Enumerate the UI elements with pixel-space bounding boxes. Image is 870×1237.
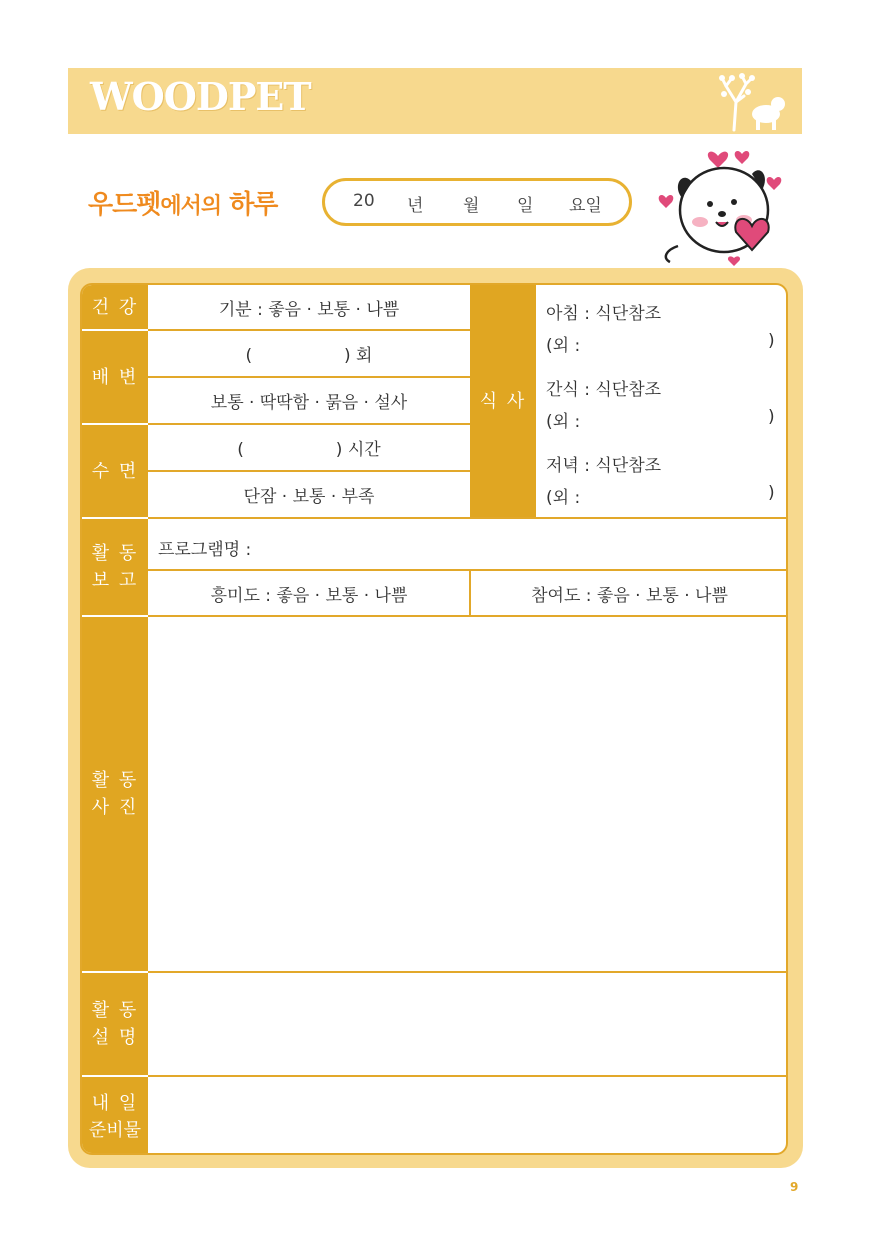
date-box bbox=[322, 178, 632, 226]
meal-breakfast[interactable]: 아침 : 식단참조 bbox=[546, 304, 662, 324]
meal-snack-extra[interactable]: (외 : bbox=[546, 412, 581, 432]
label-tomorrow-line2: 준비물 bbox=[88, 1120, 142, 1141]
label-activity-report-line1: 활 동 bbox=[91, 543, 139, 564]
page-title bbox=[88, 184, 277, 221]
label-sleep: 수 면 bbox=[82, 425, 148, 517]
meal-dinner-extra[interactable]: (외 : bbox=[546, 488, 581, 508]
activity-description-area[interactable] bbox=[148, 973, 788, 1077]
label-activity-report-line2: 보 고 bbox=[91, 570, 139, 591]
date-month: 월 bbox=[463, 196, 480, 216]
title-mid: 에서의 bbox=[160, 194, 222, 219]
label-tomorrow-line1: 내 일 bbox=[91, 1093, 139, 1114]
label-activity-desc bbox=[82, 973, 148, 1075]
page-number: 9 bbox=[790, 1180, 799, 1194]
sleep-hours[interactable]: ( ) 시간 bbox=[148, 425, 470, 472]
label-activity-desc-line1: 활 동 bbox=[91, 1000, 139, 1021]
participation-level[interactable]: 참여도 : 좋음 · 보통 · 나쁨 bbox=[471, 571, 788, 617]
bowel-count[interactable]: ( ) 회 bbox=[148, 331, 470, 378]
title-main: 우드펫 bbox=[88, 190, 161, 220]
bowel-state[interactable]: 보통 · 딱딱함 · 묽음 · 설사 bbox=[148, 378, 470, 425]
label-activity-report bbox=[82, 519, 148, 615]
daily-report-form bbox=[80, 283, 788, 1155]
brand-logo: WOODPET bbox=[90, 74, 311, 119]
sleep-state[interactable]: 단잠 · 보통 · 부족 bbox=[148, 472, 470, 519]
program-name-field[interactable]: 프로그램명 : bbox=[158, 540, 252, 560]
meal-snack-close: ) bbox=[768, 407, 775, 427]
label-activity-photo-line2: 사 진 bbox=[91, 797, 139, 818]
tomorrow-supplies-area[interactable] bbox=[148, 1077, 788, 1155]
meal-dinner[interactable]: 저녁 : 식단참조 bbox=[546, 456, 662, 476]
meal-snack[interactable]: 간식 : 식단참조 bbox=[546, 380, 662, 400]
health-mood[interactable]: 기분 : 좋음 · 보통 · 나쁨 bbox=[148, 285, 470, 331]
title-end: 하루 bbox=[229, 190, 278, 220]
label-activity-photo-line1: 활 동 bbox=[91, 770, 139, 791]
meal-breakfast-extra[interactable]: (외 : bbox=[546, 336, 581, 356]
meal-breakfast-close: ) bbox=[768, 331, 775, 351]
date-day: 일 bbox=[517, 196, 534, 216]
tree-dog-icon bbox=[714, 72, 786, 132]
puppy-mascot-icon bbox=[656, 146, 796, 272]
label-bowel: 배 변 bbox=[82, 331, 148, 423]
activity-photo-area[interactable] bbox=[148, 617, 788, 973]
meal-dinner-close: ) bbox=[768, 483, 775, 503]
interest-level[interactable]: 흥미도 : 좋음 · 보통 · 나쁨 bbox=[148, 571, 470, 617]
label-tomorrow bbox=[82, 1077, 148, 1155]
date-year-prefix: 20 bbox=[353, 191, 375, 211]
label-meal: 식 사 bbox=[470, 285, 536, 517]
date-year: 년 bbox=[407, 196, 424, 216]
date-weekday: 요일 bbox=[569, 196, 602, 216]
label-activity-photo bbox=[82, 617, 148, 971]
header-banner bbox=[68, 68, 802, 134]
label-health: 건 강 bbox=[82, 285, 148, 329]
label-activity-desc-line2: 설 명 bbox=[91, 1027, 139, 1048]
